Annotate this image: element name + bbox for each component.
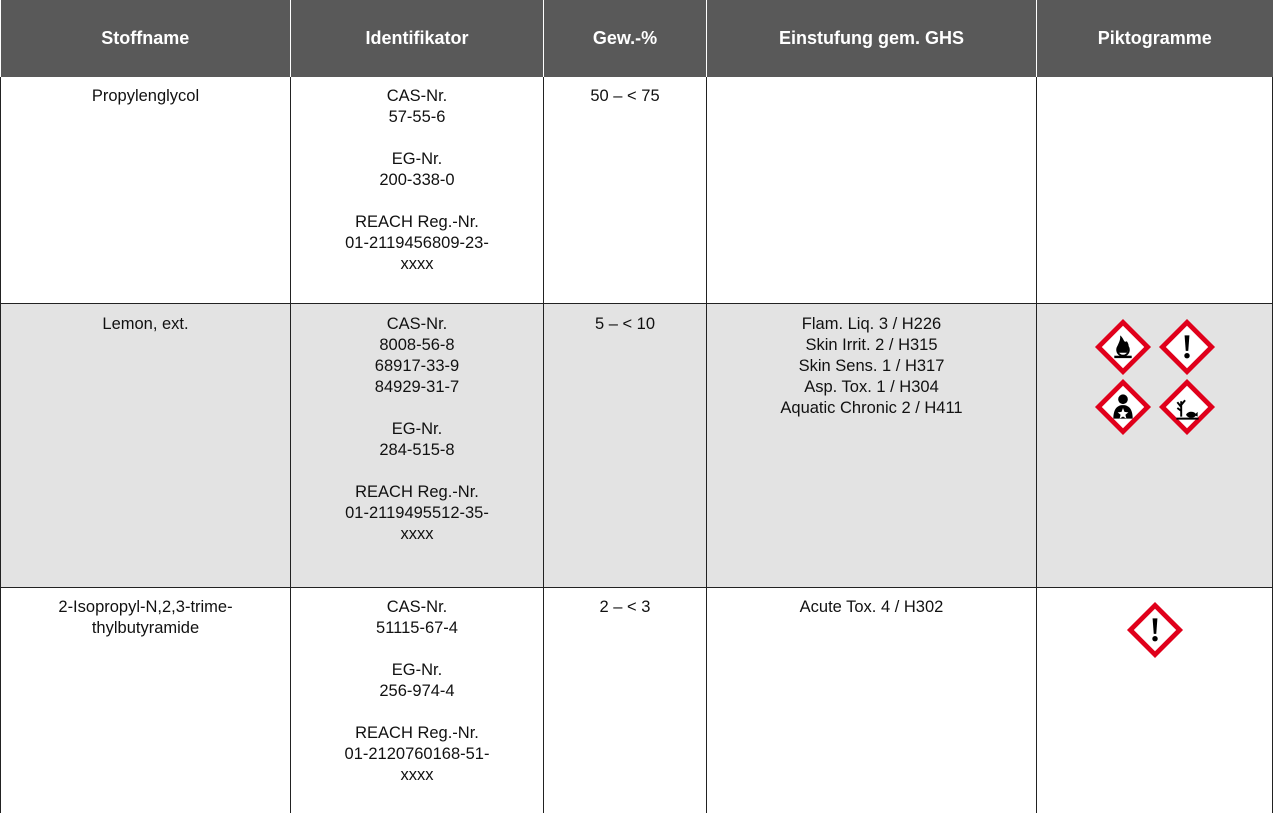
substance-name-line: Lemon, ext. <box>102 315 189 333</box>
ghs-cell <box>707 304 1037 588</box>
eg-number: 284-515-8 <box>379 441 455 459</box>
environment-icon <box>1158 378 1216 436</box>
reach-label: REACH Reg.-Nr. <box>355 213 479 231</box>
weight-value: 50 – < 75 <box>590 87 660 105</box>
header-identifikator: Identifikator <box>291 0 544 77</box>
cas-label: CAS-Nr. <box>386 598 448 616</box>
cas-number: 8008-56-8 <box>379 336 455 354</box>
header-einstufung: Einstufung gem. GHS <box>707 0 1037 77</box>
cas-label: CAS-Nr. <box>386 315 448 333</box>
cas-number: 84929-31-7 <box>374 378 460 396</box>
header-stoffname: Stoffname <box>1 0 291 77</box>
header-piktogramme: Piktogramme <box>1037 0 1273 77</box>
reach-number-suffix: xxxx <box>400 766 434 784</box>
eg-number: 200-338-0 <box>379 171 455 189</box>
weight-cell <box>544 304 707 588</box>
substance-name-line: 2-Isopropyl-N,2,3-trime- <box>58 598 233 616</box>
reach-label: REACH Reg.-Nr. <box>355 483 479 501</box>
reach-number-suffix: xxxx <box>400 525 434 543</box>
eg-label: EG-Nr. <box>391 661 443 679</box>
pictogram-cell <box>1037 77 1273 304</box>
cas-number: 51115-67-4 <box>376 619 458 637</box>
reach-label: REACH Reg.-Nr. <box>355 724 479 742</box>
pictogram-cell <box>1037 588 1273 814</box>
table-row <box>1 77 1273 304</box>
weight-cell <box>544 588 707 814</box>
substance-name <box>1 588 291 814</box>
table-row <box>1 304 1273 588</box>
ghs-classification: Aquatic Chronic 2 / H411 <box>780 399 963 417</box>
cas-number: 68917-33-9 <box>374 357 460 375</box>
ghs-classification: Skin Sens. 1 / H317 <box>798 357 945 375</box>
pictogram-cell <box>1037 304 1273 588</box>
ghs-classification: Acute Tox. 4 / H302 <box>799 598 944 616</box>
reach-number: 01-2119456809-23- <box>345 234 489 252</box>
identifier-cell <box>291 304 544 588</box>
ghs-classification: Skin Irrit. 2 / H315 <box>805 336 938 354</box>
reach-number-suffix: xxxx <box>400 255 434 273</box>
weight-value: 5 – < 10 <box>594 315 656 333</box>
header-gewicht: Gew.-% <box>544 0 707 77</box>
ghs-classification: Asp. Tox. 1 / H304 <box>804 378 939 396</box>
eg-label: EG-Nr. <box>391 420 443 438</box>
weight-cell <box>544 77 707 304</box>
substance-name <box>1 77 291 304</box>
exclamation-mark-icon <box>1158 318 1216 376</box>
eg-number: 256-974-4 <box>379 682 455 700</box>
eg-label: EG-Nr. <box>391 150 443 168</box>
substance-name-line: Propylenglycol <box>91 87 200 105</box>
weight-value: 2 – < 3 <box>599 598 651 616</box>
cas-number: 57-55-6 <box>388 108 446 126</box>
identifier-cell <box>291 588 544 814</box>
exclamation-mark-icon <box>1126 601 1184 659</box>
substance-name-line: thylbutyramide <box>91 619 200 637</box>
cas-label: CAS-Nr. <box>386 87 448 105</box>
ghs-cell <box>707 77 1037 304</box>
reach-number: 01-2119495512-35- <box>345 504 489 522</box>
flame-icon <box>1094 318 1152 376</box>
table-header-row <box>1 0 1273 77</box>
table-row <box>1 588 1273 814</box>
health-hazard-icon <box>1094 378 1152 436</box>
ghs-cell <box>707 588 1037 814</box>
substance-name <box>1 304 291 588</box>
identifier-cell <box>291 77 544 304</box>
reach-number: 01-2120760168-51- <box>344 745 490 763</box>
ghs-classification: Flam. Liq. 3 / H226 <box>801 315 942 333</box>
